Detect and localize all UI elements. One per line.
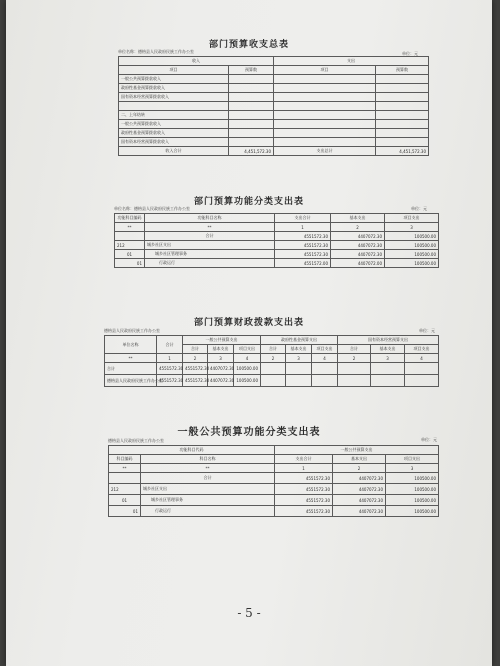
- t4-header-name: 科目名称: [141, 455, 275, 464]
- t4-mark: **: [141, 464, 275, 473]
- page-number: - 5 -: [237, 606, 261, 620]
- t4-cell-total: 4551572.30: [275, 484, 333, 495]
- t4-mark: 2: [333, 464, 386, 473]
- t2-header-project: 项目支出: [385, 214, 439, 223]
- t1-header-budget: 预算数: [229, 66, 274, 75]
- t1-cell-value: [229, 111, 274, 120]
- t3-sub-basic: 基本支出: [286, 345, 312, 354]
- t2-mark: 2: [331, 223, 385, 232]
- t4-unit: 单位：元: [421, 437, 437, 442]
- t4-cell-name: 城乡社区管理事务: [141, 495, 275, 506]
- t3-cell-general-project: 100500.00: [234, 375, 261, 387]
- t1-cell-item: 国有资本经营预算拨款收入: [119, 93, 229, 102]
- t4-cell-total: 4551572.30: [275, 506, 333, 517]
- t4-mark: **: [109, 464, 141, 473]
- t1-expense-total-label: 支出总计: [274, 147, 376, 156]
- t2-cell-basic: 4407072.30: [331, 250, 385, 259]
- table-row: [105, 375, 439, 387]
- t4-table: [108, 445, 439, 517]
- t2-cell-name: 合计: [145, 232, 275, 241]
- t4-header-code: 科目编码: [109, 455, 141, 464]
- t4-cell-code: [109, 473, 141, 484]
- t4-cell-name: 行政运行: [141, 506, 275, 517]
- t2-cell-name: 行政运行: [145, 259, 275, 268]
- table-row: [105, 354, 439, 363]
- t4-cell-code: 01: [109, 495, 141, 506]
- t4-header-total: 支出合计: [275, 455, 333, 464]
- t1-cell-value: [229, 102, 274, 111]
- t3-cell-general-total: 4551572.30: [183, 375, 208, 387]
- t3-header-unit: 单位名称: [105, 336, 157, 354]
- t4-cell-basic: 4407072.30: [333, 506, 386, 517]
- t1-org: 单位名称：德格县人民政府民族工作办公室: [118, 49, 194, 54]
- t3-cell-name: 合计: [105, 363, 157, 375]
- t1-unit: 单位：元: [402, 51, 418, 56]
- t1-header-item: 项目: [274, 66, 376, 75]
- t3-cell-total: 4551572.30: [157, 363, 183, 375]
- table-row: [109, 455, 439, 464]
- t1-cell-value: [229, 120, 274, 129]
- table-row: [115, 214, 439, 223]
- t2-org: 单位名称：德格县人民政府民族工作办公室: [114, 206, 190, 211]
- t3-header-general: 一般公共预算支出: [183, 336, 261, 345]
- t2-unit: 单位：元: [411, 206, 427, 211]
- t3-sub-basic: 基本支出: [371, 345, 405, 354]
- t3-mark: **: [105, 354, 157, 363]
- table-row: [109, 464, 439, 473]
- table-row: [119, 111, 429, 120]
- t3-mark: 3: [208, 354, 234, 363]
- t2-cell-basic: 4407072.00: [331, 259, 385, 268]
- t4-header-func: 功能科目代码: [109, 446, 275, 455]
- table-row: [105, 336, 439, 345]
- t1-expense-total: 4,451,572.30: [376, 147, 429, 156]
- t1-title: 部门预算收支总表: [208, 40, 289, 50]
- table-row: [119, 57, 429, 66]
- t1-header-income: 收入: [119, 57, 274, 66]
- document-page: [6, 0, 492, 666]
- t1-cell-item: 政府性基金预算拨款收入: [119, 84, 229, 93]
- t4-cell-project: 100500.00: [386, 495, 439, 506]
- t4-cell-name: 城乡社区支出: [141, 484, 275, 495]
- t3-cell-general-basic: 4407072.30: [208, 375, 234, 387]
- t1-cell-item: [119, 102, 229, 111]
- t2-header-basic: 基本支出: [331, 214, 385, 223]
- t4-cell-basic: 4407072.30: [333, 495, 386, 506]
- t2-mark: **: [115, 223, 145, 232]
- t1-cell-value: [229, 93, 274, 102]
- t1-income-total-label: 收入合计: [119, 147, 229, 156]
- t3-header-total: 合计: [157, 336, 183, 354]
- t3-sub-total: 合计: [261, 345, 286, 354]
- t4-mark: 1: [275, 464, 333, 473]
- t4-cell-total: 4551572.30: [275, 495, 333, 506]
- table-row: [109, 473, 439, 484]
- t3-mark: 4: [405, 354, 439, 363]
- t3-cell-general-total: 4551572.30: [183, 363, 208, 375]
- t1-income-total: 4,451,572.30: [229, 147, 274, 156]
- t3-sub-total: 合计: [338, 345, 371, 354]
- t3-header-capital: 国有资本经营预算支出: [338, 336, 439, 345]
- t4-cell-basic: 4407072.30: [333, 484, 386, 495]
- t3-cell-name: 德格县人民政府民族工作办公室: [105, 375, 157, 387]
- table-row: [119, 129, 429, 138]
- t4-cell-project: 100500.00: [386, 473, 439, 484]
- table-row: [115, 250, 439, 259]
- t2-cell-total: 4551572.30: [275, 232, 331, 241]
- t1-cell-item: 二、上年结转: [119, 111, 229, 120]
- table-row: [109, 495, 439, 506]
- t4-mark: 3: [386, 464, 439, 473]
- t2-cell-code: [115, 232, 145, 241]
- t3-title: 部门预算财政拨款支出表: [193, 318, 304, 328]
- t3-mark: 1: [157, 354, 183, 363]
- t4-header-group: 一般公共预算支出: [275, 446, 439, 455]
- t4-cell-name: 合计: [141, 473, 275, 484]
- t2-mark: 3: [385, 223, 439, 232]
- table-row: [119, 138, 429, 147]
- t1-cell-item: 政府性基金预算拨款收入: [119, 129, 229, 138]
- t4-cell-project: 100500.00: [386, 484, 439, 495]
- t3-sub-project: 项目支出: [312, 345, 338, 354]
- t3-sub-project: 项目支出: [234, 345, 261, 354]
- t3-mark: 4: [234, 354, 261, 363]
- table-row: [115, 232, 439, 241]
- t4-cell-project: 100500.00: [386, 506, 439, 517]
- table-row: [105, 363, 439, 375]
- t4-cell-total: 4551572.30: [275, 473, 333, 484]
- t1-cell-item: 一般公共预算拨款收入: [119, 120, 229, 129]
- table-row: [109, 446, 439, 455]
- t4-org: 德格县人民政府民族工作办公室: [108, 438, 164, 443]
- t3-cell-general-basic: 4407072.30: [208, 363, 234, 375]
- t2-header-total: 支出合计: [275, 214, 331, 223]
- t3-mark: 4: [312, 354, 338, 363]
- t2-header-name: 功能科目名称: [145, 214, 275, 223]
- t1-table: [118, 56, 429, 156]
- t4-header-project: 项目支出: [386, 455, 439, 464]
- table-row: [115, 259, 439, 268]
- t2-mark: **: [145, 223, 275, 232]
- t4-cell-code: 212: [109, 484, 141, 495]
- t2-cell-total: 4551572.30: [275, 241, 331, 250]
- table-row: [119, 84, 429, 93]
- t3-mark: 2: [261, 354, 286, 363]
- t3-header-fund: 政府性基金预算支出: [261, 336, 338, 345]
- t3-table: [104, 335, 439, 387]
- t2-cell-basic: 4407072.30: [331, 232, 385, 241]
- t2-cell-name: 城乡社区支出: [145, 241, 275, 250]
- t2-cell-basic: 4407072.30: [331, 241, 385, 250]
- t3-cell-general-project: 100500.00: [234, 363, 261, 375]
- t1-cell-value: [229, 129, 274, 138]
- t1-cell-value: [229, 84, 274, 93]
- t4-cell-code: 01: [109, 506, 141, 517]
- t2-cell-name: 城乡社区管理事务: [145, 250, 275, 259]
- t4-cell-basic: 4407072.30: [333, 473, 386, 484]
- table-row: [119, 75, 429, 84]
- t2-cell-project: 100500.00: [385, 259, 439, 268]
- t2-cell-total: 4551572.30: [275, 250, 331, 259]
- table-row: [119, 147, 429, 156]
- t3-unit: 单位：元: [419, 328, 435, 333]
- t1-header-expense: 支出: [274, 57, 429, 66]
- t2-cell-total: 4551572.00: [275, 259, 331, 268]
- table-row: [119, 102, 429, 111]
- t3-mark: 2: [183, 354, 208, 363]
- t2-title: 部门预算功能分类支出表: [193, 197, 304, 207]
- t4-title: 一般公共预算功能分类支出表: [177, 427, 321, 438]
- t2-table: [114, 213, 439, 268]
- t3-cell-total: 4551572.30: [157, 375, 183, 387]
- table-row: [115, 241, 439, 250]
- t3-mark: 3: [371, 354, 405, 363]
- t2-header-code: 功能科目编码: [115, 214, 145, 223]
- t2-cell-code: 01: [115, 259, 145, 268]
- t2-mark: 1: [275, 223, 331, 232]
- table-row: [115, 223, 439, 232]
- t2-cell-project: 100500.00: [385, 250, 439, 259]
- t3-sub-basic: 基本支出: [208, 345, 234, 354]
- table-row: [119, 120, 429, 129]
- t3-mark: 2: [338, 354, 371, 363]
- t1-header-budget: 预算数: [376, 66, 429, 75]
- table-row: [119, 93, 429, 102]
- t1-cell-item: 一般公共预算拨款收入: [119, 75, 229, 84]
- t1-header-item: 项目: [119, 66, 229, 75]
- t3-sub-total: 合计: [183, 345, 208, 354]
- t4-header-basic: 基本支出: [333, 455, 386, 464]
- table-row: [109, 484, 439, 495]
- t3-org: 德格县人民政府民族工作办公室: [104, 328, 160, 333]
- t2-cell-project: 100500.00: [385, 241, 439, 250]
- t1-cell-value: [229, 75, 274, 84]
- t1-cell-item: 国有资本经营预算拨款收入: [119, 138, 229, 147]
- table-row: [109, 506, 439, 517]
- t3-sub-project: 项目支出: [405, 345, 439, 354]
- t1-cell-value: [229, 138, 274, 147]
- t3-mark: 3: [286, 354, 312, 363]
- t2-cell-code: 01: [115, 250, 145, 259]
- table-row: [119, 66, 429, 75]
- t2-cell-project: 100500.00: [385, 232, 439, 241]
- t2-cell-code: 212: [115, 241, 145, 250]
